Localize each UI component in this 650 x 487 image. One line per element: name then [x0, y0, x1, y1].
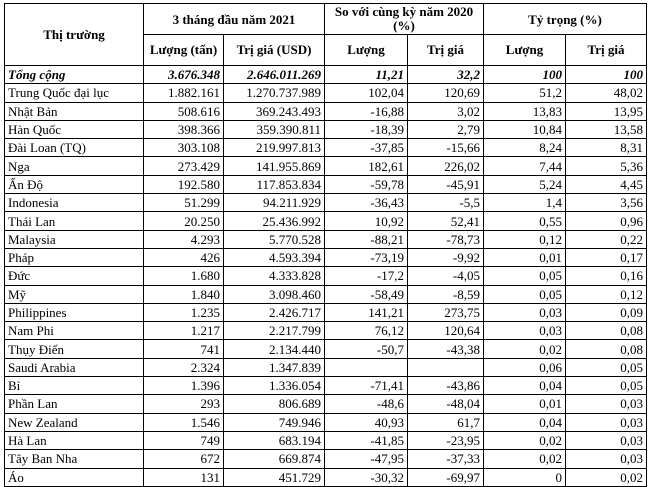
header-vol-share: Lượng — [484, 35, 566, 66]
cell-vol-change: -17,2 — [325, 267, 408, 285]
header-vol-change: Lượng — [325, 35, 408, 66]
cell-val-share: 0,22 — [566, 230, 647, 248]
table-row — [5, 413, 647, 431]
cell-vol-change: -18,39 — [325, 120, 408, 138]
cell-vol-share: 51,2 — [484, 84, 566, 102]
cell-volume: 131 — [144, 468, 224, 486]
cell-volume: 1.396 — [144, 377, 224, 395]
cell-value: 749.946 — [224, 413, 325, 431]
cell-vol-share: 0,02 — [484, 450, 566, 468]
cell-val-share: 0,12 — [566, 285, 647, 303]
cell-val-change: -69,97 — [408, 468, 484, 486]
cell-market: Mỹ — [5, 285, 144, 303]
cell-value: 5.770.528 — [224, 230, 325, 248]
table-row — [5, 248, 647, 266]
cell-market: Hà Lan — [5, 431, 144, 449]
cell-volume: 303.108 — [144, 139, 224, 157]
cell-val-share: 0,08 — [566, 322, 647, 340]
cell-val-change: -9,92 — [408, 248, 484, 266]
cell-val-share: 0,05 — [566, 377, 647, 395]
cell-volume: 20.250 — [144, 212, 224, 230]
cell-volume: 1.217 — [144, 322, 224, 340]
cell-val-share: 0,08 — [566, 340, 647, 358]
cell-val-share: 0,03 — [566, 395, 647, 413]
cell-market: Hàn Quốc — [5, 120, 144, 138]
cell-val-share: 0,03 — [566, 431, 647, 449]
cell-val-share: 13,95 — [566, 102, 647, 120]
cell-vol-share: 0 — [484, 468, 566, 486]
cell-val-change: -23,95 — [408, 431, 484, 449]
cell-value: 2.217.799 — [224, 322, 325, 340]
cell-vol-share: 0,03 — [484, 303, 566, 321]
cell-volume: 508.616 — [144, 102, 224, 120]
cell-market: Nhật Bản — [5, 102, 144, 120]
table-row — [5, 194, 647, 212]
cell-val-share: 5,36 — [566, 157, 647, 175]
header-val-change: Trị giá — [408, 35, 484, 66]
cell-volume: 398.366 — [144, 120, 224, 138]
cell-val-change: 120,69 — [408, 84, 484, 102]
cell-volume: 1.235 — [144, 303, 224, 321]
cell-vol-change: 102,04 — [325, 84, 408, 102]
table-body — [5, 66, 647, 487]
cell-val-share: 0,03 — [566, 450, 647, 468]
cell-vol-share: 0,12 — [484, 230, 566, 248]
table-row — [5, 340, 647, 358]
table-row — [5, 267, 647, 285]
cell-vol-share: 1,4 — [484, 194, 566, 212]
total-row — [5, 66, 647, 84]
table-row — [5, 157, 647, 175]
cell-market: Thái Lan — [5, 212, 144, 230]
cell-val-share: 48,02 — [566, 84, 647, 102]
cell-value: 94.211.929 — [224, 194, 325, 212]
cell-volume: 741 — [144, 340, 224, 358]
table-row — [5, 139, 647, 157]
cell-val-change: -37,33 — [408, 450, 484, 468]
cell-value: 806.689 — [224, 395, 325, 413]
cell-val-change: -78,73 — [408, 230, 484, 248]
table-row — [5, 431, 647, 449]
header-market: Thị trường — [5, 4, 144, 66]
header-period: 3 tháng đầu năm 2021 — [144, 4, 325, 35]
table-row — [5, 285, 647, 303]
cell-vol-change: 76,12 — [325, 322, 408, 340]
table-row — [5, 84, 647, 102]
cell-val-change: -8,59 — [408, 285, 484, 303]
cell-val-share: 0,02 — [566, 468, 647, 486]
cell-value: 1.347.839 — [224, 358, 325, 376]
cell-value: 451.729 — [224, 468, 325, 486]
cell-val-change: -43,38 — [408, 340, 484, 358]
cell-volume: 672 — [144, 450, 224, 468]
cell-market: Philippines — [5, 303, 144, 321]
cell-value: 2.426.717 — [224, 303, 325, 321]
cell-value: 359.390.811 — [224, 120, 325, 138]
table-row — [5, 102, 647, 120]
cell-value: 219.997.813 — [224, 139, 325, 157]
cell-vol-share: 0,55 — [484, 212, 566, 230]
cell-volume: 426 — [144, 248, 224, 266]
cell-vol-change: -59,78 — [325, 175, 408, 193]
cell-volume: 4.293 — [144, 230, 224, 248]
cell-vol-change: 182,61 — [325, 157, 408, 175]
table-row — [5, 120, 647, 138]
cell-val-share: 0,17 — [566, 248, 647, 266]
cell-val-change: 3,02 — [408, 102, 484, 120]
cell-market: Phần Lan — [5, 395, 144, 413]
cell-market: Indonesia — [5, 194, 144, 212]
cell-val-change: -48,04 — [408, 395, 484, 413]
cell-vol-change: 40,93 — [325, 413, 408, 431]
cell-vol-share: 100 — [484, 66, 566, 84]
cell-vol-share: 0,02 — [484, 431, 566, 449]
export-market-table — [4, 3, 647, 487]
cell-market: Đài Loan (TQ) — [5, 139, 144, 157]
cell-vol-change: -47,95 — [325, 450, 408, 468]
table-row — [5, 230, 647, 248]
cell-value: 25.436.992 — [224, 212, 325, 230]
cell-val-change: -45,91 — [408, 175, 484, 193]
cell-val-change: 273,75 — [408, 303, 484, 321]
cell-val-change: -43,86 — [408, 377, 484, 395]
table-row — [5, 175, 647, 193]
cell-volume: 273.429 — [144, 157, 224, 175]
table-row — [5, 377, 647, 395]
cell-market: Áo — [5, 468, 144, 486]
cell-val-change: 2,79 — [408, 120, 484, 138]
cell-volume: 1.680 — [144, 267, 224, 285]
cell-market: Thụy Điển — [5, 340, 144, 358]
cell-value: 669.874 — [224, 450, 325, 468]
cell-val-change: 61,7 — [408, 413, 484, 431]
cell-vol-share: 0,06 — [484, 358, 566, 376]
cell-value: 2.646.011.269 — [224, 66, 325, 84]
cell-vol-change: -37,85 — [325, 139, 408, 157]
cell-val-share: 0,16 — [566, 267, 647, 285]
cell-vol-share: 7,44 — [484, 157, 566, 175]
table-row — [5, 303, 647, 321]
cell-val-share: 8,31 — [566, 139, 647, 157]
cell-val-change: 120,64 — [408, 322, 484, 340]
cell-volume: 51.299 — [144, 194, 224, 212]
cell-val-share: 0,96 — [566, 212, 647, 230]
cell-vol-change: -50,7 — [325, 340, 408, 358]
header-value-usd: Trị giá (USD) — [224, 35, 325, 66]
cell-vol-share: 0,01 — [484, 248, 566, 266]
table-row — [5, 358, 647, 376]
cell-value: 4.593.394 — [224, 248, 325, 266]
cell-volume: 1.546 — [144, 413, 224, 431]
cell-val-share: 100 — [566, 66, 647, 84]
cell-val-change — [408, 358, 484, 376]
cell-vol-share: 0,02 — [484, 340, 566, 358]
cell-val-share: 0,03 — [566, 413, 647, 431]
cell-vol-share: 0,04 — [484, 413, 566, 431]
cell-value: 1.270.737.989 — [224, 84, 325, 102]
cell-vol-change: 141,21 — [325, 303, 408, 321]
cell-value: 117.853.834 — [224, 175, 325, 193]
cell-volume: 2.324 — [144, 358, 224, 376]
cell-val-change: -4,05 — [408, 267, 484, 285]
cell-val-share: 3,56 — [566, 194, 647, 212]
cell-val-share: 0,09 — [566, 303, 647, 321]
table-row — [5, 322, 647, 340]
cell-vol-change — [325, 358, 408, 376]
cell-val-change: -15,66 — [408, 139, 484, 157]
cell-market: Trung Quốc đại lục — [5, 84, 144, 102]
cell-vol-change: -48,6 — [325, 395, 408, 413]
cell-vol-change: -30,32 — [325, 468, 408, 486]
cell-vol-change: 10,92 — [325, 212, 408, 230]
cell-val-share: 0,05 — [566, 358, 647, 376]
cell-vol-change: -73,19 — [325, 248, 408, 266]
table-row — [5, 395, 647, 413]
cell-volume: 1.882.161 — [144, 84, 224, 102]
cell-val-share: 13,58 — [566, 120, 647, 138]
table-row — [5, 468, 647, 486]
cell-value: 141.955.869 — [224, 157, 325, 175]
cell-vol-change: -88,21 — [325, 230, 408, 248]
cell-market: Bỉ — [5, 377, 144, 395]
cell-val-share: 4,45 — [566, 175, 647, 193]
header-share: Tỷ trọng (%) — [484, 4, 647, 35]
cell-market: Tây Ban Nha — [5, 450, 144, 468]
cell-vol-share: 0,03 — [484, 322, 566, 340]
header-compare: So với cùng kỳ năm 2020 (%) — [325, 4, 484, 35]
cell-vol-share: 0,04 — [484, 377, 566, 395]
cell-market: Malaysia — [5, 230, 144, 248]
cell-vol-share: 0,05 — [484, 285, 566, 303]
cell-val-change: 226,02 — [408, 157, 484, 175]
cell-value: 3.098.460 — [224, 285, 325, 303]
cell-value: 1.336.054 — [224, 377, 325, 395]
cell-vol-change: -16,88 — [325, 102, 408, 120]
cell-market: Nga — [5, 157, 144, 175]
cell-volume: 1.840 — [144, 285, 224, 303]
cell-market: New Zealand — [5, 413, 144, 431]
cell-market: Pháp — [5, 248, 144, 266]
cell-vol-share: 0,05 — [484, 267, 566, 285]
cell-vol-share: 5,24 — [484, 175, 566, 193]
cell-val-change: 32,2 — [408, 66, 484, 84]
cell-volume: 192.580 — [144, 175, 224, 193]
cell-vol-change: -58,49 — [325, 285, 408, 303]
cell-volume: 749 — [144, 431, 224, 449]
cell-value: 4.333.828 — [224, 267, 325, 285]
cell-market: Saudi Arabia — [5, 358, 144, 376]
cell-market: Ấn Độ — [5, 175, 144, 193]
cell-market: Nam Phi — [5, 322, 144, 340]
cell-market: Tổng cộng — [5, 66, 144, 84]
cell-vol-share: 10,84 — [484, 120, 566, 138]
table-row — [5, 212, 647, 230]
cell-value: 683.194 — [224, 431, 325, 449]
cell-vol-change: -41,85 — [325, 431, 408, 449]
cell-vol-change: -36,43 — [325, 194, 408, 212]
header-val-share: Trị giá — [566, 35, 647, 66]
cell-val-change: -5,5 — [408, 194, 484, 212]
cell-vol-share: 13,83 — [484, 102, 566, 120]
cell-vol-change: -71,41 — [325, 377, 408, 395]
cell-volume: 293 — [144, 395, 224, 413]
table-row — [5, 450, 647, 468]
cell-vol-share: 0,01 — [484, 395, 566, 413]
cell-volume: 3.676.348 — [144, 66, 224, 84]
cell-value: 2.134.440 — [224, 340, 325, 358]
cell-market: Đức — [5, 267, 144, 285]
cell-vol-share: 8,24 — [484, 139, 566, 157]
cell-val-change: 52,41 — [408, 212, 484, 230]
cell-value: 369.243.493 — [224, 102, 325, 120]
cell-vol-change: 11,21 — [325, 66, 408, 84]
header-volume-ton: Lượng (tấn) — [144, 35, 224, 66]
